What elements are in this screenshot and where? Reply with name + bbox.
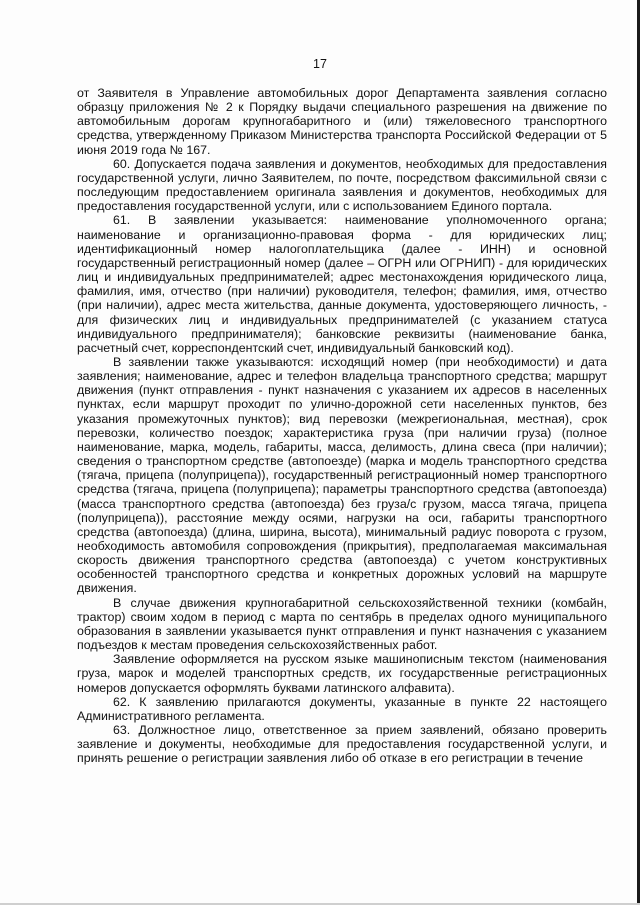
paragraph-60: 60. Допускается подача заявления и документов, необходимых для предоставления государственной услуги, лично Заявителем, по почте, посредством факсимильной связи с последующим предоставлением оригинала заявления и документов, необходимых для предоставления государственной услуги, или с использованием Единого портала. — [77, 156, 607, 214]
paragraph-continuation: от Заявителя в Управление автомобильных дорог Департамента заявления согласно образцу приложения № 2 к Порядку выдачи специального разрешения на движение по автомобильным дорогам крупногабаритного и (или) тяжеловесного транспортного средства, утвержденному Приказом Министерства транспорта Российской Федерации от 5 июня 2019 года № 167. — [77, 86, 607, 157]
page-number: 17 — [313, 57, 327, 71]
document-body — [77, 86, 607, 766]
paragraph-61-additional: В заявлении также указываются: исходящий номер (при необходимости) и дата заявления; наименование, адрес и телефон владельца транспортного средства; маршрут движения (пункт отправления - пункт назначения с указанием их адресов в населенных пунктах, если маршрут проходит по улично-дорожной сети населенных пунктов, без указания промежуточных пунктов); вид перевозки (межрегиональная, местная), срок перевозки, количество поездок; характеристика груза (при наличии груза) (полное наименование, марка, модель, габариты, масса, делимость, длина свеса (при наличии); сведения о транспортном средстве (автопоезде) (марка и модель транспортного средства (тягача, прицепа (полуприцепа)), государственный регистрационный номер транспортного средства (тягача, прицепа (полуприцепа); параметры транспортного средства (автопоезда) (масса транспортного средства (автопоезда) без груза/с грузом, масса тягача, прицепа (полуприцепа)), расстояние между осями, нагрузки на оси, габариты транспортного средства (автопоезда) (длина, ширина, высота), минимальный радиус поворота с грузом, необходимость автомобиля сопровождения (прикрытия), предполагаемая максимальная скорость движения транспортного средства (автопоезда) с учетом конструктивных особенностей транспортного средства и конкретных дорожных условий на маршруте движения. — [77, 354, 607, 596]
paragraph-agricultural-machinery: В случае движения крупногабаритной сельскохозяйственной техники (комбайн, трактор) своим ходом в период с марта по сентябрь в пределах одного муниципального образования в заявлении указывается пункт отправления и пункт назначения с указанием подъездов к местам проведения сельскохозяйственных работ. — [77, 595, 607, 653]
paragraph-language-requirement: Заявление оформляется на русском языке машинописным текстом (наименования груза, марок и моделей транспортных средств, их государственные регистрационных номеров допускается оформлять буквами латинского алфавита). — [77, 652, 607, 695]
paragraph-61: 61. В заявлении указывается: наименование уполномоченного органа; наименование и организационно-правовая форма - для юридических лиц; идентификационный номер налогоплательщика (далее - ИНН) и основной государственный регистрационный номер (далее – ОГРН или ОГРНИП) - для юридических лиц и индивидуальных предпринимателей; адрес местонахождения юридического лица, фамилия, имя, отчество (при наличии) руководителя, телефон; фамилия, имя, отчество (при наличии), адрес места жительства, данные документа, удостоверяющего личность, - для физических лиц и индивидуальных предпринимателей (с указанием статуса индивидуального предпринимателя); банковские реквизиты (наименование банка, расчетный счет, корреспондентский счет, индивидуальный банковский код). — [77, 213, 607, 355]
paragraph-62: 62. К заявлению прилагаются документы, указанные в пункте 22 настоящего Административного регламента. — [77, 694, 607, 723]
paragraph-63: 63. Должностное лицо, ответственное за прием заявлений, обязано проверить заявление и документы, необходимые для предоставления государственной услуги, и принять решение о регистрации заявления либо об отказе в его регистрации в течение — [77, 723, 607, 766]
